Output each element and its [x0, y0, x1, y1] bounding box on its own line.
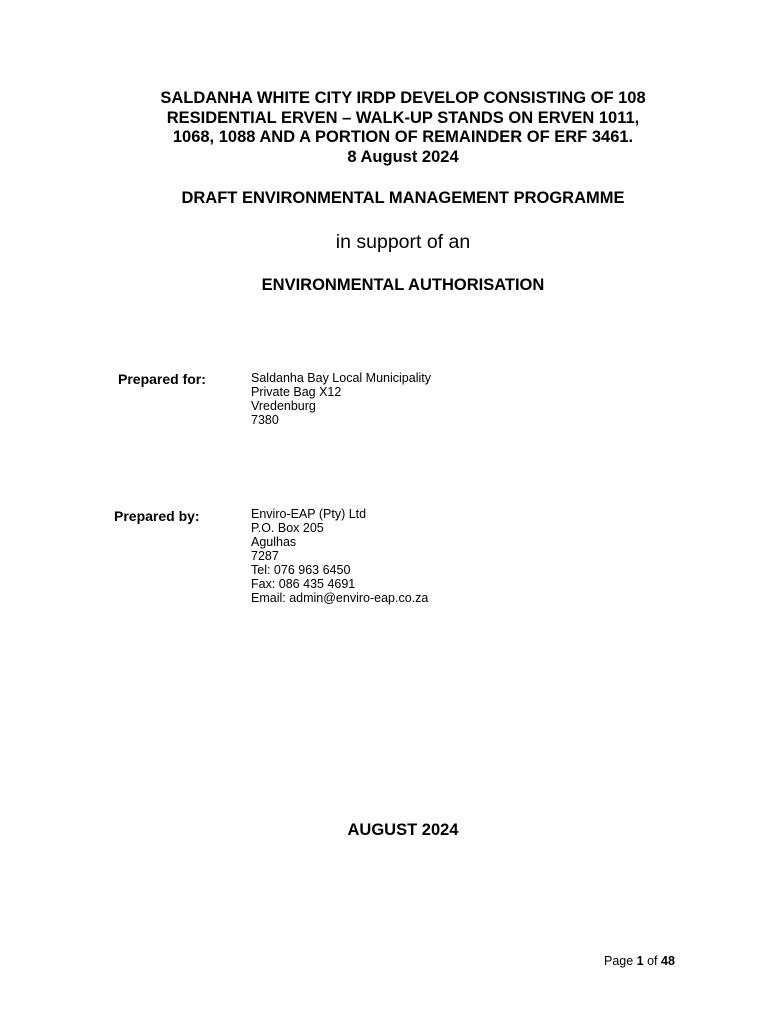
- title-line: RESIDENTIAL ERVEN – WALK-UP STANDS ON ERVEN 1011,: [166, 108, 640, 127]
- address-line: 7380: [251, 413, 279, 427]
- total-pages: 48: [661, 954, 675, 968]
- title-line: 1068, 1088 AND A PORTION OF REMAINDER OF ERF 3461.: [172, 128, 634, 146]
- document-title: [0, 89, 770, 167]
- support-text: in support of an: [335, 231, 471, 253]
- email-line: Email: admin@enviro-eap.co.za: [251, 591, 429, 605]
- prepared-by-address: [251, 507, 428, 605]
- page-number: [604, 954, 675, 968]
- page-prefix: Page: [604, 954, 637, 968]
- current-page: 1: [636, 954, 644, 968]
- address-line: P.O. Box 205: [251, 521, 324, 535]
- document-date: AUGUST 2024: [347, 821, 459, 839]
- address-line: Saldanha Bay Local Municipality: [251, 371, 431, 385]
- address-line: Private Bag X12: [251, 385, 342, 399]
- title-date: 8 August 2024: [347, 147, 459, 166]
- address-line: 7287: [251, 549, 279, 563]
- address-line: Agulhas: [251, 535, 297, 549]
- prepared-by-label: Prepared by:: [114, 508, 200, 524]
- address-line: Vredenburg: [251, 399, 316, 413]
- page-of: of: [643, 954, 661, 968]
- prepared-for-address: [251, 371, 431, 427]
- prepared-for-label: Prepared for:: [118, 371, 206, 387]
- phone-line: Tel: 076 963 6450: [251, 563, 351, 577]
- authorisation-heading: ENVIRONMENTAL AUTHORISATION: [261, 276, 545, 294]
- document-type-heading: DRAFT ENVIRONMENTAL MANAGEMENT PROGRAMME: [181, 189, 625, 207]
- address-line: Enviro-EAP (Pty) Ltd: [251, 507, 367, 521]
- fax-line: Fax: 086 435 4691: [251, 577, 356, 591]
- title-line: SALDANHA WHITE CITY IRDP DEVELOP CONSISTING OF 108: [160, 89, 646, 107]
